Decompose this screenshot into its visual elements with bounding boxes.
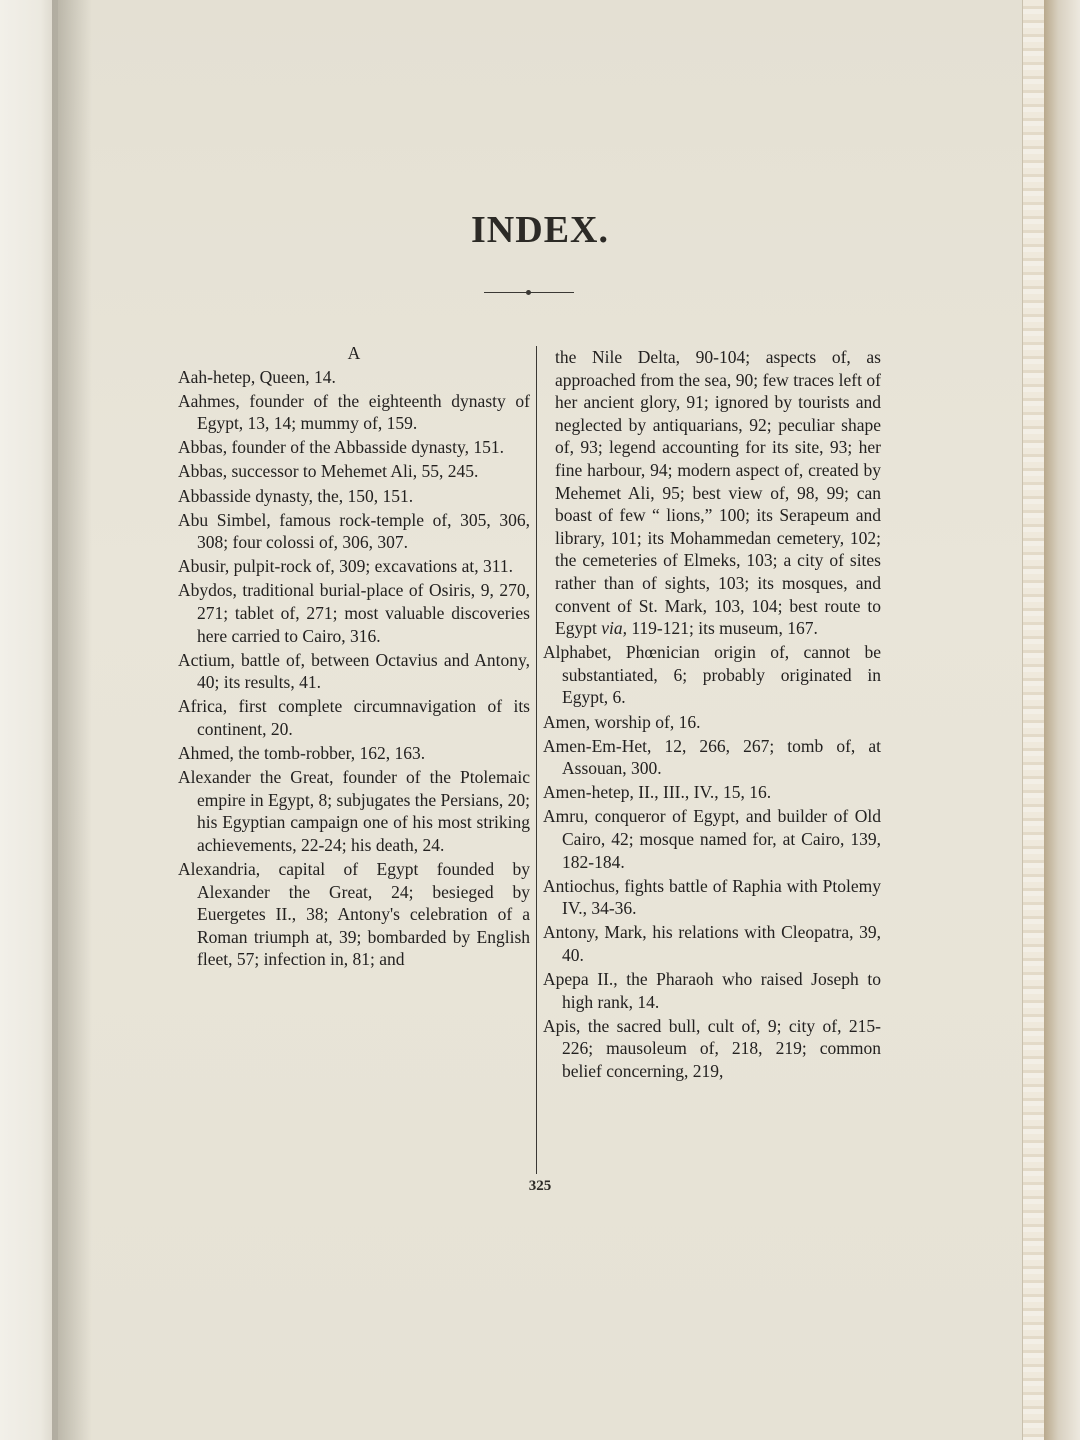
index-entry: Aah-hetep, Queen, 14. xyxy=(178,366,336,387)
index-entry: Abu Simbel, famous rock-temple of, 305, 306, 308; four colossi of, 306, 307. xyxy=(178,509,530,553)
gutter-shadow xyxy=(52,0,92,1440)
index-entry: Amen-hetep, II., III., IV., 15, 16. xyxy=(543,782,772,803)
column-divider xyxy=(536,346,537,1174)
continuation-italic: via, xyxy=(601,618,627,639)
index-entry: Ahmed, the tomb-robber, 162, 163. xyxy=(178,743,426,764)
index-entry: Africa, first complete circumnavigation of its continent, 20. xyxy=(178,696,530,739)
index-entry: Actium, battle of, between Octavius and Antony, 40; its results, 41. xyxy=(178,649,530,693)
index-entry: Abbas, founder of the Abbasside dynasty, 151. xyxy=(178,437,504,458)
index-entry: Amen-Em-Het, 12, 266, 267; tomb of, at Assouan, 300. xyxy=(543,735,881,779)
index-entry: Antony, Mark, his relations with Cleopatra, 39, 40. xyxy=(543,922,881,965)
page-title: INDEX. xyxy=(471,209,609,251)
index-entry: Aahmes, founder of the eighteenth dynasty of Egypt, 13, 14; mummy of, 159. xyxy=(178,390,530,434)
index-entry: Amru, conqueror of Egypt, and builder of Old Cairo, 42; mosque named for, at Cairo, 139, 182-184. xyxy=(543,806,881,872)
index-entry: Amen, worship of, 16. xyxy=(543,711,701,732)
index-entry: Antiochus, fights battle of Raphia with Ptolemy IV., 34-36. xyxy=(543,875,881,919)
index-column-right xyxy=(543,346,881,1084)
continuation-text: the Nile Delta, 90-104; aspects of, as approached from the sea, 90; few traces left of her ancient glory, 91; ignored by tourists and neglected by antiquarians, 92; peculiar shape of, 93; legend accounting for its site, 93; her fine harbour, 94; modern aspect of, created by Mehemet Ali, 95; best view of, 98, 99; can boast of few “ lions,” 100; its Serapeum and library, 101; its Mohammedan cemetery, 102; the cemeteries of Elmeks, 103; a city of sites rather than of sights, 103; its mosques, and convent of St. Mark, 103, 104; best route to Egypt xyxy=(555,347,881,639)
index-entry: Abusir, pulpit-rock of, 309; excavations at, 311. xyxy=(178,556,513,577)
index-entry: Abbas, successor to Mehemet Ali, 55, 245. xyxy=(178,461,479,482)
index-entry: Apepa II., the Pharaoh who raised Joseph to high rank, 14. xyxy=(543,969,881,1012)
page-number: 325 xyxy=(528,1178,552,1194)
section-letter: A xyxy=(347,343,361,363)
title-divider-ornament xyxy=(526,290,531,295)
index-entry: Abydos, traditional burial-place of Osiris, 9, 270, 271; tablet of, 271; most valuable discoveries here carried to Cairo, 316. xyxy=(178,580,530,646)
continuation-text-end: 119-121; its museum, 167. xyxy=(631,618,818,639)
index-entry: Alexander the Great, founder of the Ptolemaic empire in Egypt, 8; subjugates the Persians, 20; his Egyptian campaign one of his most striking achievements, 22-24; his death, 24. xyxy=(178,767,530,855)
index-entry: Abbasside dynasty, the, 150, 151. xyxy=(178,485,414,506)
index-entry: Alphabet, Phœnician origin of, cannot be substantiated, 6; probably originated in Egypt, 6. xyxy=(543,642,881,708)
index-column-left xyxy=(178,342,530,973)
index-entry: Alexandria, capital of Egypt founded by Alexander the Great, 24; besieged by Euergetes II., 38; Antony's celebration of a Roman triumph at, 39; bombarded by English fleet, 57; infection in, 81; and xyxy=(178,859,530,970)
index-entry: Apis, the sacred bull, cult of, 9; city of, 215-226; mausoleum of, 218, 219; common belief concerning, 219, xyxy=(543,1015,881,1081)
index-entry-continuation xyxy=(555,346,881,640)
